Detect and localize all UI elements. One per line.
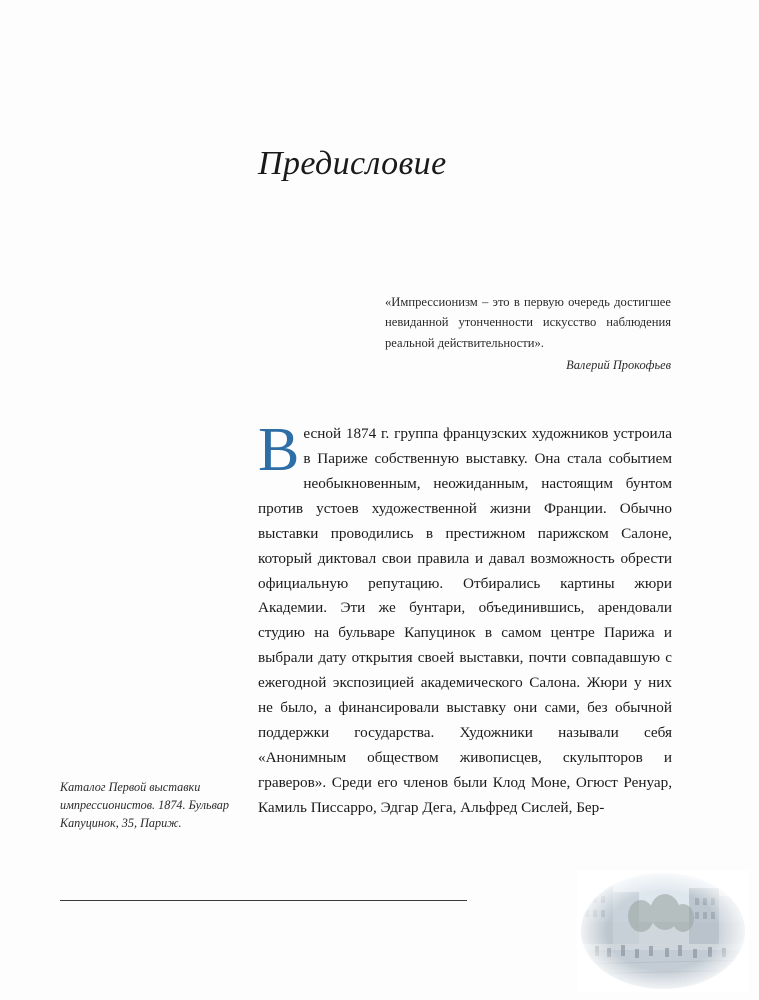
drop-cap: В [258, 416, 300, 484]
figure-caption: Каталог Первой выставки импрессионистов. 1874. Бульвар Капуцинок, 35, Париж. [60, 780, 229, 831]
page-title: Предисловие [258, 144, 447, 182]
body-text-block [258, 416, 672, 821]
horizontal-rule [60, 900, 467, 901]
epigraph-quote: «Импрессионизм – это в первую очередь достигшее невиданной утонченности искусство наблюдения реальной действительности». [385, 295, 671, 350]
boulevard-watercolor-vignette-icon [577, 870, 749, 992]
epigraph-attribution: Валерий Прокофьев [566, 358, 671, 372]
body-paragraph [258, 416, 672, 821]
body-paragraph-text: есной 1874 г. группа французских художников устроила в Париже собственную выставку. Она стала событием необыкновенным, неожиданным, настоящим бунтом против устоев художественной жизни Франции. Обычно выставки проводились в престижном парижском Салоне, который диктовал свои правила и давал возможность обрести официальную репутацию. Отбирались картины жюри Академии. Эти же бунтари, объединившись, арендовали студию на бульваре Капуцинок в самом центре Парижа и выбрали дату открытия своей выставки, почти совпадавшую с ежегодной экспозицией академического Салона. Жюри у них не было, а финансировали выставку они сами, без обычной поддержки государства. Художники называли себя «Анонимным обществом живописцев, скульпторов и граверов». Среди его членов были Клод Моне, Огюст Ренуар, Камиль Писсарро, Эдгар Дега, Альфред Сислей, Бер- [258, 425, 672, 816]
